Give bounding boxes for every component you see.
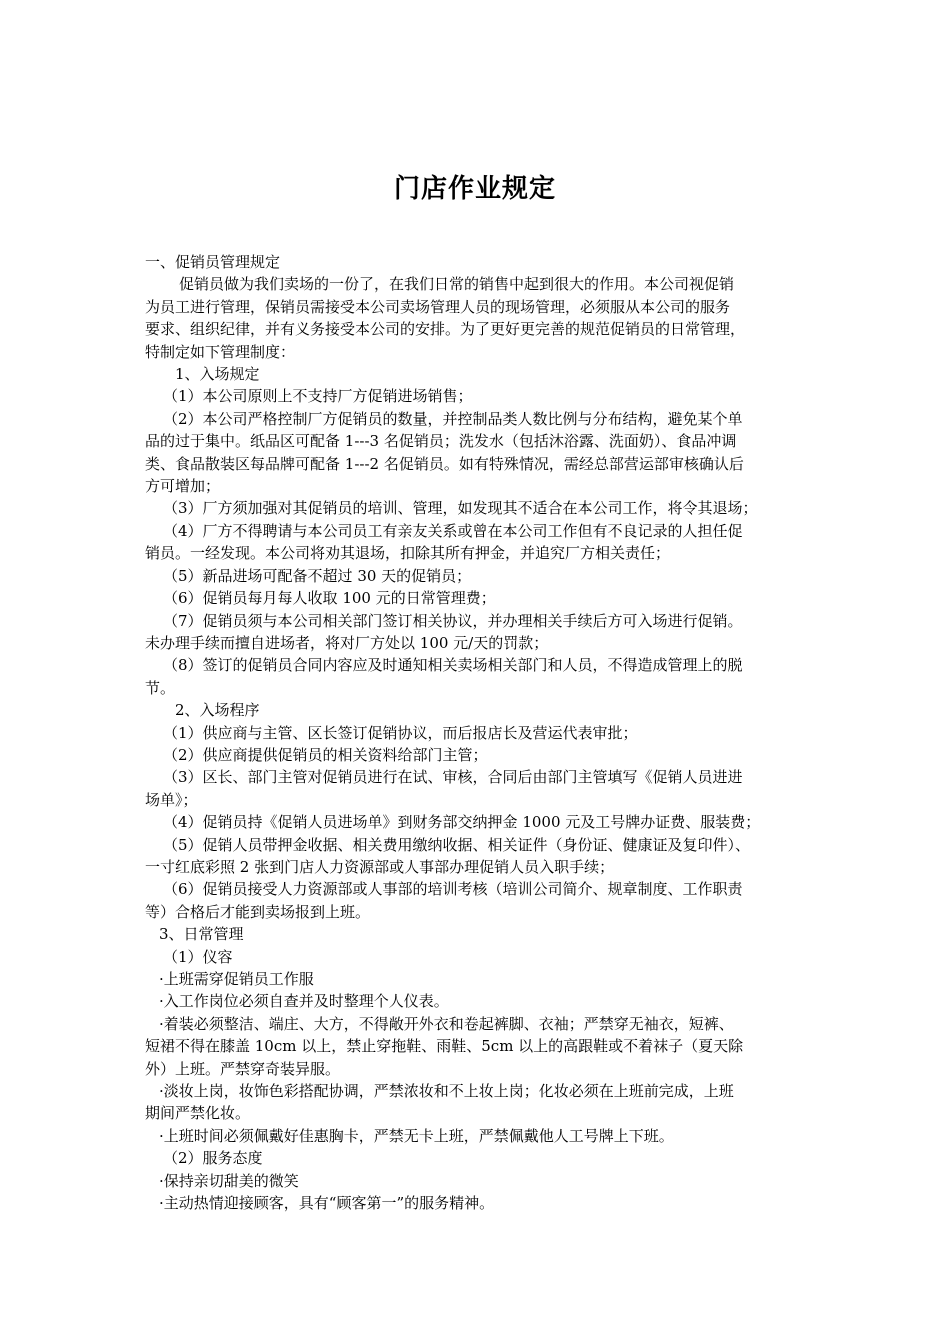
list-item-continuation: 等）合格后才能到卖场报到上班。 <box>145 902 371 921</box>
subsection-heading: 1、入场规定 <box>175 365 260 384</box>
list-item: （4）厂方不得聘请与本公司员工有亲友关系或曾在本公司工作但有不良记录的人担任促 <box>163 521 743 540</box>
paragraph-line: 促销员做为我们卖场的一份了，在我们日常的销售中起到很大的作用。本公司视促销 <box>179 275 735 294</box>
bullet-item: ·着装必须整洁、端庄、大方，不得敞开外衣和卷起裤脚、衣袖；严禁穿无袖衣，短裤、 <box>159 1014 734 1033</box>
list-item: （1）本公司原则上不支持厂方促销进场销售； <box>163 387 473 406</box>
list-item-continuation: 场单》； <box>145 790 198 809</box>
list-item: （5）促销人员带押金收据、相关费用缴纳收据、相关证件（身份证、健康证及复印件）、 <box>163 835 751 854</box>
section-heading: 一、促销员管理规定 <box>145 253 281 271</box>
sub-heading: （2）服务态度 <box>163 1149 263 1168</box>
list-item-continuation: 一寸红底彩照 2 张到门店人力资源部或人事部办理促销人员入职手续； <box>145 857 615 876</box>
list-item: （2）供应商提供促销员的相关资料给部门主管； <box>163 745 488 764</box>
bullet-item-continuation: 期间严禁化妆。 <box>145 1104 251 1123</box>
bullet-item-continuation: 外）上班。严禁穿奇装异服。 <box>145 1059 341 1078</box>
list-item-continuation: 品的过于集中。纸品区可配备 1---3 名促销员；洗发水（包括沐浴露、洗面奶）、食品冲调 <box>145 432 737 451</box>
list-item-continuation: 销员。一经发现。本公司将劝其退场，扣除其所有押金，并追究厂方相关责任； <box>145 544 671 563</box>
bullet-item: ·上班时间必须佩戴好佳惠胸卡，严禁无卡上班，严禁佩戴他人工号牌上下班。 <box>159 1126 674 1145</box>
list-item: （6）促销员接受人力资源部或人事部的培训考核（培训公司简介、规章制度、工作职责 <box>163 880 743 899</box>
list-item: （1）供应商与主管、区长签订促销协议，而后报店长及营运代表审批； <box>163 723 638 742</box>
bullet-item: ·淡妆上岗，妆饰色彩搭配协调，严禁浓妆和不上妆上岗；化妆必须在上班前完成，上班 <box>159 1082 734 1101</box>
list-item: （3）厂方须加强对其促销员的培训、管理，如发现其不适合在本公司工作，将令其退场； <box>163 499 758 518</box>
bullet-item: ·入工作岗位必须自查并及时整理个人仪表。 <box>159 992 449 1011</box>
document-title: 门店作业规定 <box>393 174 556 204</box>
bullet-item-continuation: 短裙不得在膝盖 10cm 以上，禁止穿拖鞋、雨鞋、5cm 以上的高跟鞋或不着袜子（夏天除 <box>145 1037 744 1056</box>
bullet-item: ·上班需穿促销员工作服 <box>159 970 314 988</box>
list-item: （3）区长、部门主管对促销员进行在试、审核，合同后由部门主管填写《促销人员进进 <box>163 768 743 787</box>
list-item: （7）促销员须与本公司相关部门签订相关协议，并办理相关手续后方可入场进行促销。 <box>163 611 743 630</box>
bullet-item: ·主动热情迎接顾客，具有“顾客第一”的服务精神。 <box>159 1194 495 1213</box>
list-item-continuation: 方可增加； <box>145 477 221 496</box>
list-item: （5）新品进场可配备不超过 30 天的促销员； <box>163 566 472 585</box>
subsection-heading: 3、日常管理 <box>159 925 244 944</box>
subsection-heading: 2、入场程序 <box>175 701 260 720</box>
list-item-continuation: 未办理手续而擅自进场者，将对厂方处以 100 元/天的罚款； <box>145 633 549 652</box>
paragraph-line: 要求、组织纪律，并有义务接受本公司的安排。为了更好更完善的规范促销员的日常管理， <box>145 320 746 339</box>
list-item: （6）促销员每月每人收取 100 元的日常管理费； <box>163 589 496 608</box>
list-item: （4）促销员持《促销人员进场单》到财务部交纳押金 1000 元及工号牌办证费、服装费； <box>163 813 761 832</box>
document-body <box>145 251 825 1214</box>
sub-heading: （1）仪容 <box>163 947 233 966</box>
list-item-continuation: 节。 <box>145 678 176 697</box>
paragraph-line: 特制定如下管理制度： <box>145 342 296 361</box>
paragraph-line: 为员工进行管理，保销员需接受本公司卖场管理人员的现场管理，必须服从本公司的服务 <box>145 297 731 316</box>
bullet-item: ·保持亲切甜美的微笑 <box>159 1171 299 1190</box>
list-item: （2）本公司严格控制厂方促销员的数量，并控制品类人数比例与分布结构，避免某个单 <box>163 409 743 428</box>
list-item: （8）签订的促销员合同内容应及时通知相关卖场相关部门和人员，不得造成管理上的脱 <box>163 656 743 675</box>
list-item-continuation: 类、食品散装区每品牌可配备 1---2 名促销员。如有特殊情况，需经总部营运部审核确认后 <box>145 454 744 473</box>
